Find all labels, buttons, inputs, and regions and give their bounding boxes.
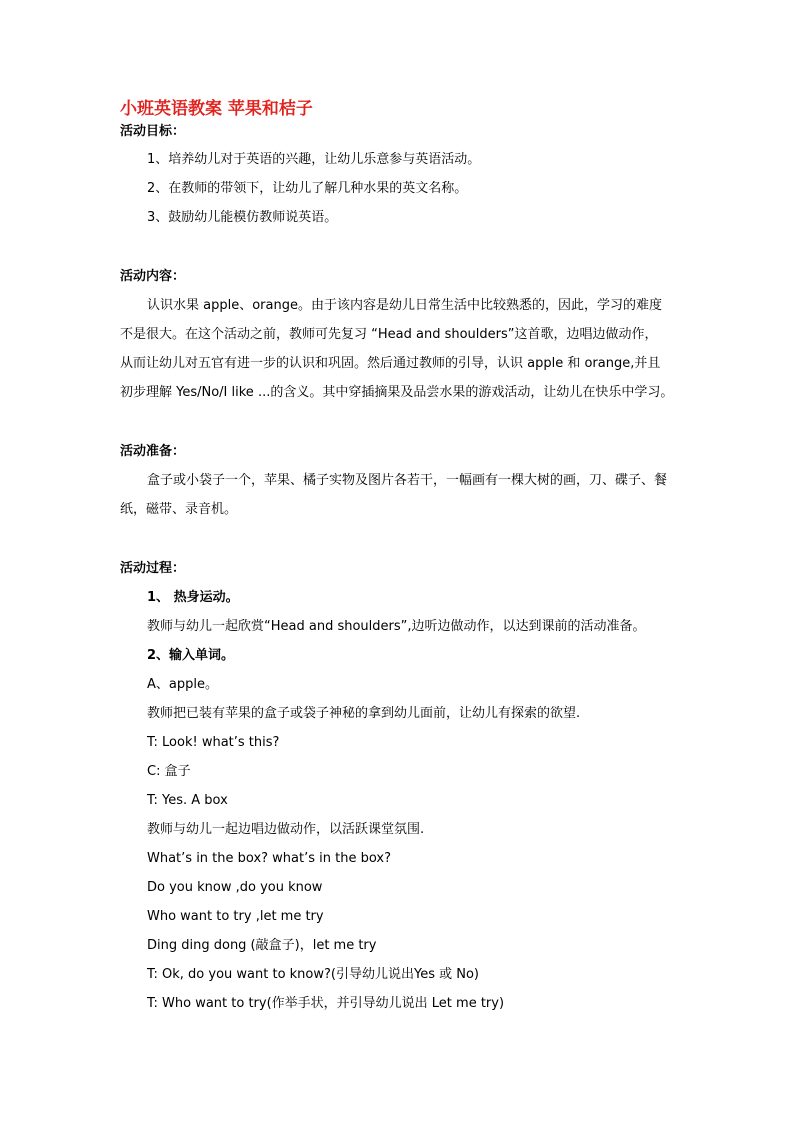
process-line: Do you know ,do you know bbox=[147, 880, 323, 895]
preparation-line: 纸，磁带、录音机。 bbox=[120, 502, 238, 517]
content-paragraph-line: 认识水果 apple、orange。由于该内容是幼儿日常生活中比较熟悉的，因此，学习的难度 bbox=[147, 298, 662, 313]
step2-title: 2、输入单词。 bbox=[147, 648, 235, 663]
document-title: 小班英语教案 苹果和桔子 bbox=[120, 99, 313, 119]
process-line: T: Yes. A box bbox=[147, 793, 228, 808]
process-line: T: Look! what’s this? bbox=[147, 735, 280, 750]
preparation-heading: 活动准备： bbox=[120, 444, 186, 459]
process-line: T: Ok, do you want to know?(引导幼儿说出Yes 或 No) bbox=[147, 967, 479, 982]
preparation-line: 盒子或小袋子一个，苹果、橘子实物及图片各若干，一幅画有一棵大树的画，刀、碟子、餐 bbox=[147, 473, 668, 488]
process-heading: 活动过程： bbox=[120, 561, 186, 576]
process-line: Ding ding dong (敲盒子)，let me try bbox=[147, 938, 377, 953]
process-line: 教师与幼儿一起边唱边做动作，以活跃课堂氛围. bbox=[147, 822, 425, 837]
goal-item: 2、在教师的带领下，让幼儿了解几种水果的英文名称。 bbox=[147, 181, 468, 196]
process-line: Who want to try ,let me try bbox=[147, 909, 324, 924]
process-line: 教师把已装有苹果的盒子或袋子神秘的拿到幼儿面前，让幼儿有探索的欲望. bbox=[147, 706, 581, 721]
content-paragraph-line: 从而让幼儿对五官有进一步的认识和巩固。然后通过教师的引导，认识 apple 和 orange,并且 bbox=[120, 356, 661, 371]
process-line: C: 盒子 bbox=[147, 764, 191, 779]
content-paragraph-line: 不是很大。在这个活动之前，教师可先复习 “Head and shoulders”这首歌，边唱边做动作， bbox=[120, 327, 658, 342]
process-line: A、apple。 bbox=[147, 677, 218, 692]
goal-item: 1、培养幼儿对于英语的兴趣，让幼儿乐意参与英语活动。 bbox=[147, 152, 481, 167]
step1-text: 教师与幼儿一起欣赏“Head and shoulders”,边听边做动作，以达到课前的活动准备。 bbox=[147, 619, 646, 634]
process-line: T: Who want to try(作举手状，并引导幼儿说出 Let me try) bbox=[147, 996, 505, 1011]
process-line: What’s in the box? what’s in the box? bbox=[147, 851, 391, 866]
content-paragraph-line: 初步理解 Yes/No/I like ...的含义。其中穿插摘果及品尝水果的游戏活动，让幼儿在快乐中学习。 bbox=[120, 385, 674, 400]
goals-heading: 活动目标： bbox=[120, 124, 186, 139]
content-heading: 活动内容： bbox=[120, 269, 186, 284]
goal-item: 3、鼓励幼儿能模仿教师说英语。 bbox=[147, 210, 338, 225]
step1-title: 1、 热身运动。 bbox=[147, 590, 239, 605]
